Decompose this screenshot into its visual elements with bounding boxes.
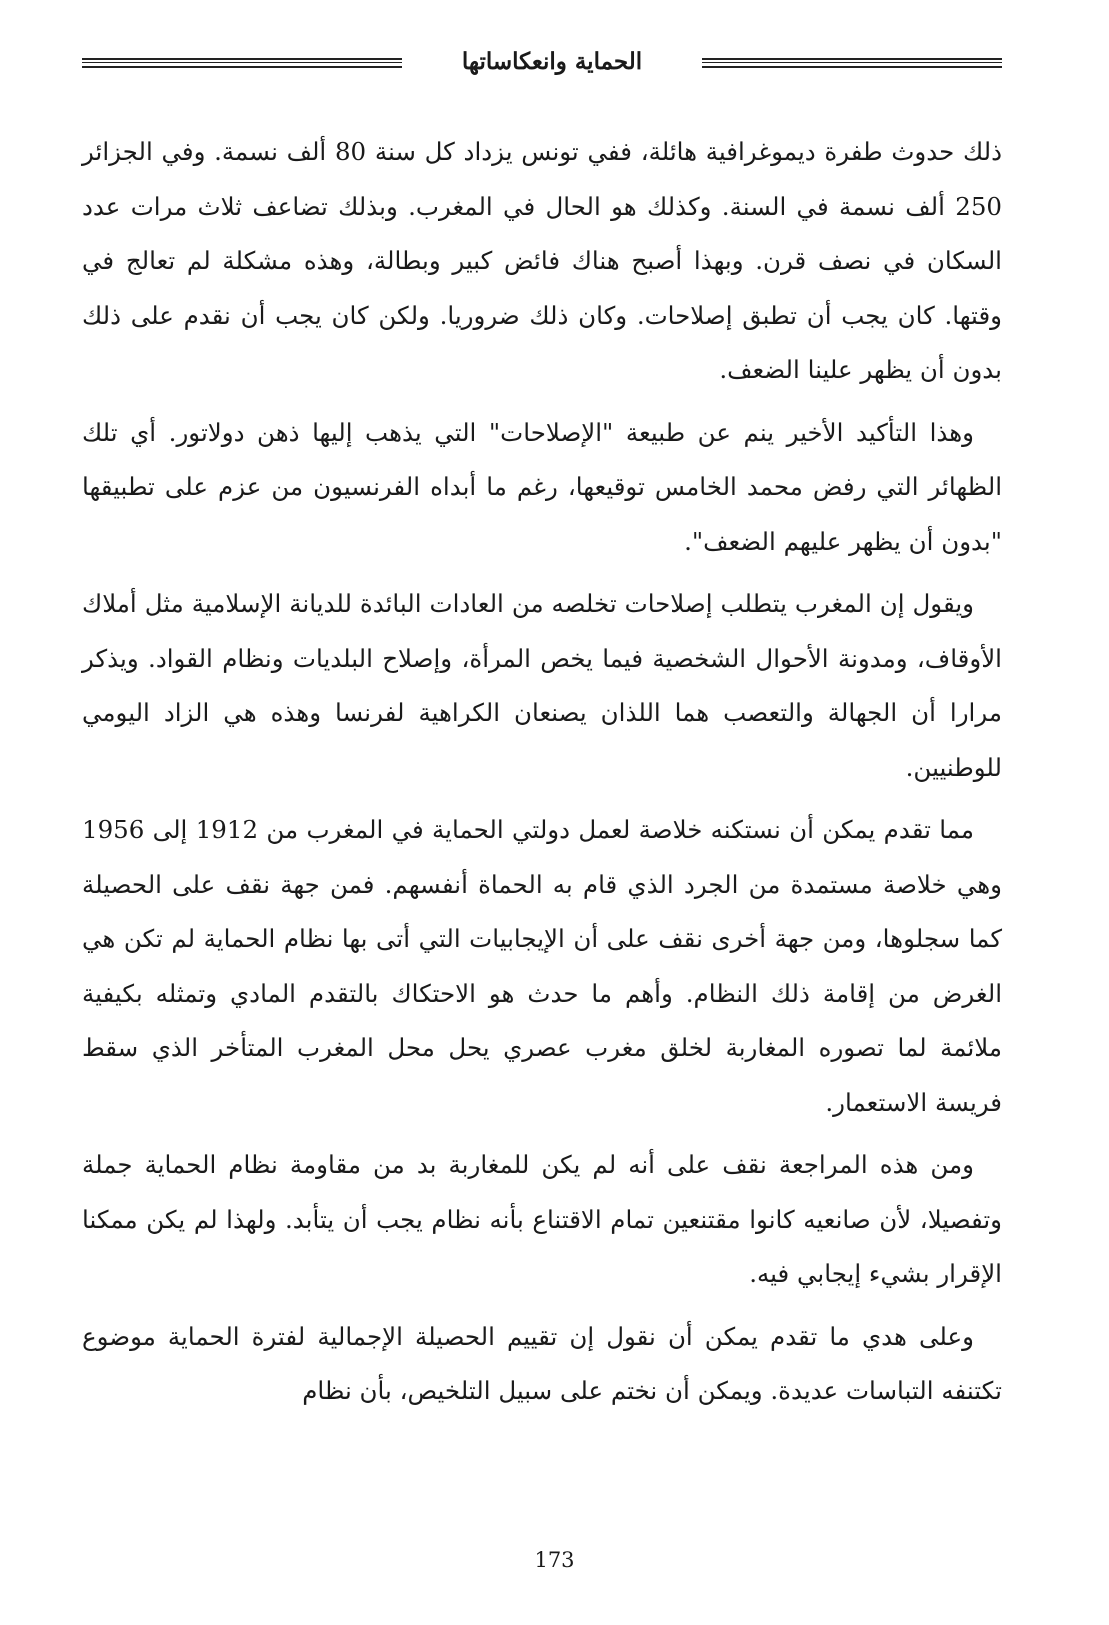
header-rule-left bbox=[82, 58, 402, 68]
header-rule-right bbox=[702, 58, 1002, 68]
page-header bbox=[82, 42, 1002, 82]
paragraph-1: ذلك حدوث طفرة ديموغرافية هائلة، ففي تونس يزداد كل سنة 80 ألف نسمة. وفي الجزائر 250 ألف نسمة في السنة. وكذلك هو الحال في المغرب. وبذلك تضاعف ثلاث مرات عدد السكان في نصف قرن. وبهذا أصبح هناك فائض كبير وبطالة، وهذه مشكلة لم تعالج في وقتها. كان يجب أن تطبق إصلاحات. وكان ذلك ضروريا. ولكن كان يجب أن نقدم على ذلك بدون أن يظهر علينا الضعف. bbox=[82, 137, 1002, 384]
paragraph-3: ويقول إن المغرب يتطلب إصلاحات تخلصه من العادات البائدة للديانة الإسلامية مثل أملاك الأوقاف، ومدونة الأحوال الشخصية فيما يخص المرأة، وإصلاح البلديات ونظام القواد. ويذكر مرارا أن الجهالة والتعصب هما اللذان يصنعان الكراهية لفرنسا وهذه هي الزاد اليومي للوطنيين. bbox=[82, 589, 1002, 782]
paragraph-5: ومن هذه المراجعة نقف على أنه لم يكن للمغاربة بد من مقاومة نظام الحماية جملة وتفصيلا، لأن صانعيه كانوا مقتنعين تمام الاقتناع بأنه نظام يجب أن يتأبد. ولهذا لم يكن ممكنا الإقرار بشيء إيجابي فيه. bbox=[82, 1150, 1002, 1288]
body-text bbox=[82, 125, 1002, 1427]
running-title: الحماية وانعكاساتها bbox=[461, 48, 643, 75]
paragraph-6: وعلى هدي ما تقدم يمكن أن نقول إن تقييم الحصيلة الإجمالية لفترة الحماية موضوع تكتنفه التباسات عديدة. ويمكن أن نختم على سبيل التلخيص، بأن نظام bbox=[82, 1321, 1002, 1405]
paragraph-2: وهذا التأكيد الأخير ينم عن طبيعة "الإصلاحات" التي يذهب إليها ذهن دولاتور. أي تلك الظهائر التي رفض محمد الخامس توقيعها، رغم ما أبداه الفرنسيون من عزم على تطبيقها "بدون أن يظهر عليهم الضعف". bbox=[82, 417, 1002, 556]
page-number: 173 bbox=[534, 1548, 575, 1572]
paragraph-4: مما تقدم يمكن أن نستكنه خلاصة لعمل دولتي الحماية في المغرب من 1912 إلى 1956 وهي خلاصة مستمدة من الجرد الذي قام به الحماة أنفسهم. فمن جهة نقف على الحصيلة كما سجلوها، ومن جهة أخرى نقف على أن الإيجابيات التي أتى بها نظام الحماية لم تكن هي الغرض من إقامة ذلك النظام. وأهم ما حدث هو الاحتكاك بالتقدم المادي وتمثله بكيفية ملائمة لما تصوره المغاربة لخلق مغرب عصري يحل محل المغرب المتأخر الذي سقط فريسة الاستعمار. bbox=[82, 815, 1002, 1117]
